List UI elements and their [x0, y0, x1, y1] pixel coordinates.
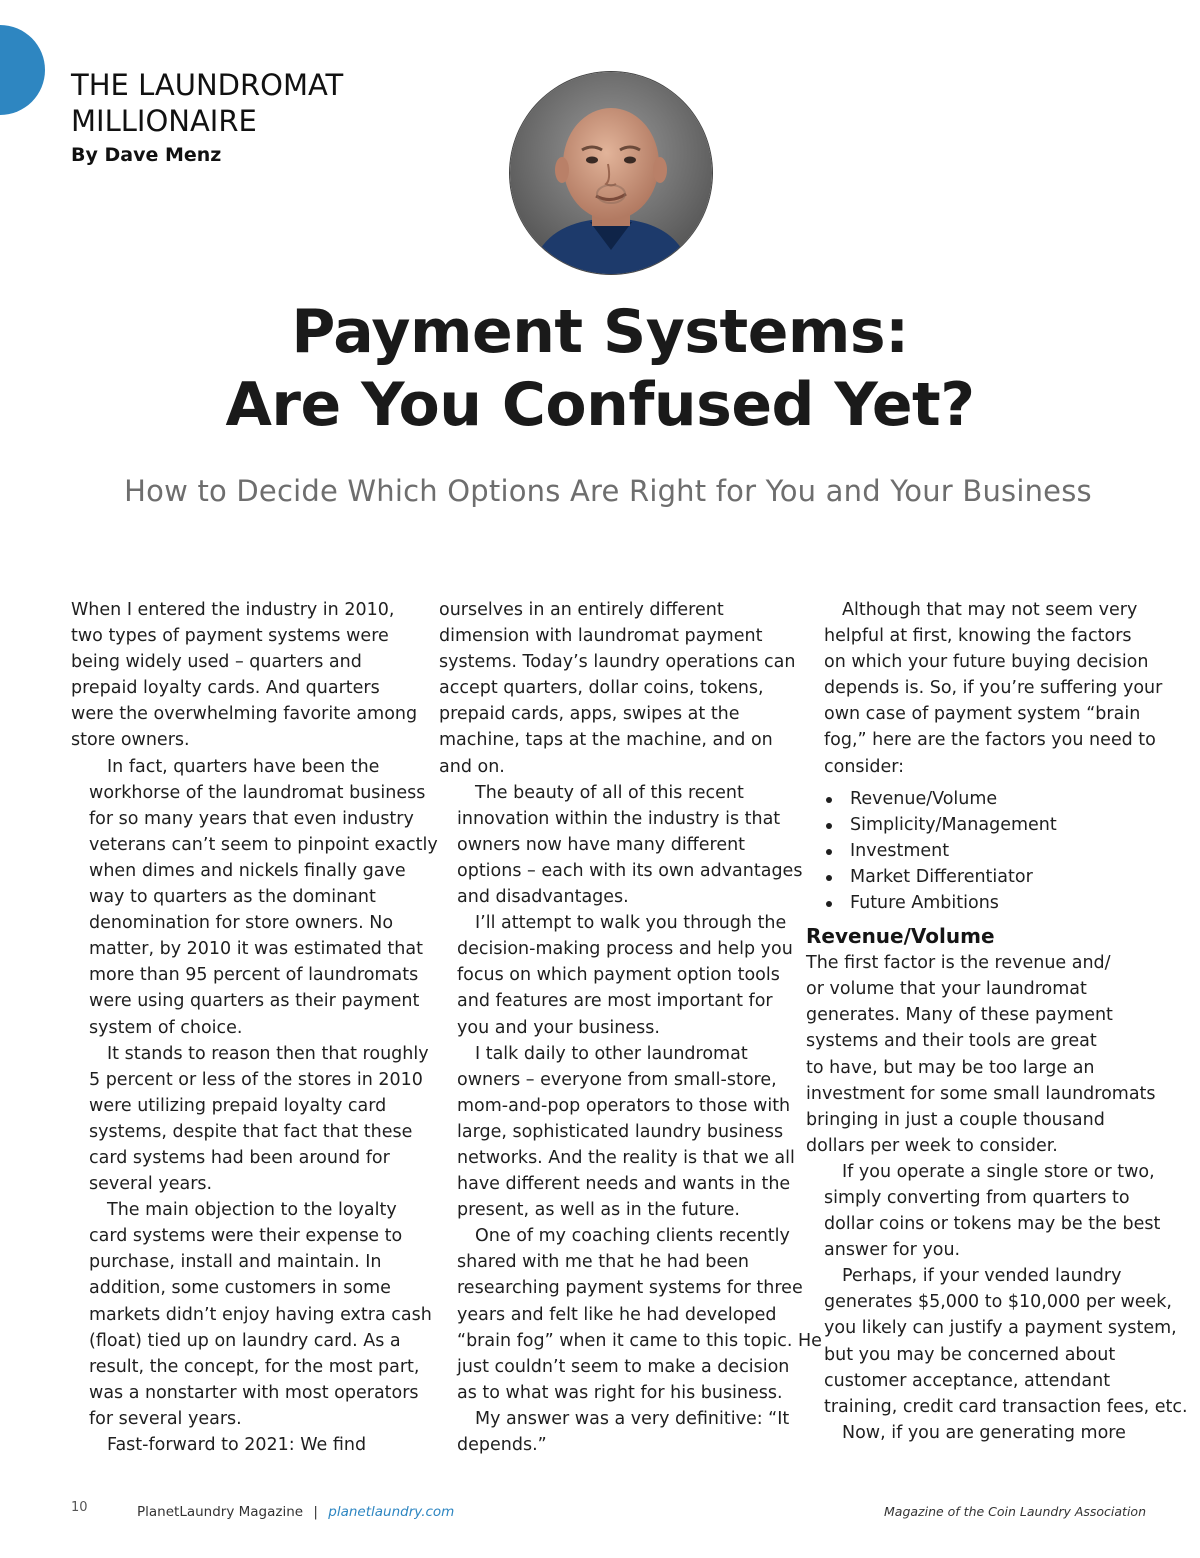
text-line: was a nonstarter with most operators: [89, 1382, 419, 1403]
text-line: or volume that your laundromat: [806, 979, 1087, 1000]
article-column-3: [806, 597, 1188, 1446]
text-line: prepaid cards, apps, swipes at the: [439, 704, 740, 725]
text-line: card systems had been around for: [89, 1147, 390, 1168]
paragraph: [439, 597, 796, 780]
text-line: way to quarters as the dominant: [89, 887, 376, 908]
text-line: store owners.: [71, 730, 190, 751]
text-line: helpful at first, knowing the factors: [824, 626, 1132, 647]
text-line: you and your business.: [457, 1017, 660, 1038]
text-line: denomination for store owners. No: [89, 913, 394, 934]
text-line: several years.: [89, 1174, 213, 1195]
text-line: The main objection to the loyalty: [107, 1200, 397, 1221]
text-line: purchase, install and maintain. In: [89, 1252, 382, 1273]
text-line: dimension with laundromat payment: [439, 626, 763, 647]
text-line: system of choice.: [89, 1017, 243, 1038]
text-line: generates. Many of these payment: [806, 1005, 1113, 1026]
headline-line2: Are You Confused Yet?: [225, 370, 975, 440]
paragraph: [71, 754, 438, 1041]
text-line: but you may be concerned about: [824, 1344, 1116, 1365]
paragraph: [71, 597, 416, 754]
text-line: workhorse of the laundromat business: [89, 782, 426, 803]
text-line: owners – everyone from small-store,: [457, 1069, 777, 1090]
text-line: were utilizing prepaid loyalty card: [89, 1095, 387, 1116]
text-line: options – each with its own advantages: [457, 860, 803, 881]
text-line: If you operate a single store or two,: [842, 1161, 1155, 1182]
text-line: two types of payment systems were: [71, 626, 389, 647]
author-portrait-image: [510, 72, 712, 274]
text-line: mom-and-pop operators to those with: [457, 1095, 791, 1116]
text-line: When I entered the industry in 2010,: [71, 600, 395, 620]
text-line: were the overwhelming favorite among: [71, 704, 418, 725]
headline: [0, 296, 1200, 442]
text-line: and features are most important for: [457, 991, 773, 1012]
paragraph: [439, 1041, 795, 1224]
text-line: fog,” here are the factors you need to: [824, 730, 1156, 751]
text-line: (float) tied up on laundry card. As a: [89, 1330, 401, 1351]
text-line: for several years.: [89, 1408, 242, 1429]
text-line: Fast-forward to 2021: We find: [107, 1435, 367, 1455]
list-item: Revenue/Volume: [806, 786, 1151, 812]
text-line: as to what was right for his business.: [457, 1382, 783, 1403]
text-line: have different needs and wants in the: [457, 1174, 791, 1195]
text-line: answer for you.: [824, 1240, 961, 1261]
text-line: innovation within the industry is that: [457, 808, 781, 829]
paragraph: [806, 950, 1156, 1159]
list-item: Investment: [806, 838, 1151, 864]
text-line: consider:: [824, 756, 905, 777]
paragraph: [439, 1223, 822, 1406]
paragraph: [439, 780, 803, 910]
paragraph: [806, 597, 1163, 780]
text-line: ourselves in an entirely different: [439, 600, 724, 620]
text-line: depends is. So, if you’re suffering your: [824, 678, 1163, 699]
column-title-line1: THE LAUNDROMAT: [71, 68, 344, 102]
column-title-line2: MILLIONAIRE: [71, 104, 257, 138]
deck-subtitle: How to Decide Which Options Are Right for You and Your Business: [124, 474, 1092, 508]
paragraph: [439, 1406, 790, 1458]
text-line: generates $5,000 to $10,000 per week,: [824, 1292, 1172, 1313]
column-title: [71, 67, 411, 139]
list-item: Market Differentiator: [806, 864, 1151, 890]
paragraph: [439, 910, 793, 1040]
text-line: and disadvantages.: [457, 887, 629, 908]
text-line: markets didn’t enjoy having extra cash: [89, 1304, 432, 1325]
text-line: I’ll attempt to walk you through the: [475, 913, 787, 934]
text-line: on which your future buying decision: [824, 652, 1149, 673]
magazine-url-link[interactable]: planetlaundry.com: [328, 1504, 455, 1520]
text-line: prepaid loyalty cards. And quarters: [71, 678, 380, 699]
text-line: matter, by 2010 it was estimated that: [89, 939, 423, 960]
section-subhead: Revenue/Volume: [806, 924, 995, 949]
text-line: decision-making process and help you: [457, 939, 793, 960]
list-item: Simplicity/Management: [806, 812, 1151, 838]
text-line: One of my coaching clients recently: [475, 1226, 790, 1247]
text-line: focus on which payment option tools: [457, 965, 780, 986]
text-line: The beauty of all of this recent: [475, 782, 744, 803]
text-line: dollar coins or tokens may be the best: [824, 1214, 1161, 1235]
text-line: I talk daily to other laundromat: [475, 1043, 748, 1064]
text-line: customer acceptance, attendant: [824, 1370, 1111, 1391]
paragraph: [71, 1041, 429, 1198]
footer-magazine: [137, 1504, 454, 1520]
text-line: training, credit card transaction fees, etc.: [824, 1396, 1188, 1417]
paragraph: [806, 1159, 1161, 1263]
text-line: It stands to reason then that roughly: [107, 1043, 429, 1064]
text-line: Now, if you are generating more: [842, 1422, 1126, 1443]
text-line: more than 95 percent of laundromats: [89, 965, 419, 986]
text-line: veterans can’t seem to pinpoint exactly: [89, 834, 438, 855]
text-line: and on.: [439, 756, 505, 777]
text-line: card systems were their expense to: [89, 1226, 403, 1247]
author-portrait: [510, 72, 712, 274]
text-line: years and felt like he had developed: [457, 1304, 777, 1325]
paragraph: [806, 1420, 1151, 1446]
footer-association: Magazine of the Coin Laundry Association: [884, 1504, 1146, 1519]
text-line: Although that may not seem very: [842, 600, 1138, 620]
text-line: systems. Today’s laundry operations can: [439, 652, 796, 673]
text-line: to have, but may be too large an: [806, 1057, 1095, 1078]
article-column-2: [439, 597, 822, 1458]
text-line: In fact, quarters have been the: [107, 756, 380, 777]
text-line: Perhaps, if your vended laundry: [842, 1266, 1122, 1287]
text-line: were using quarters as their payment: [89, 991, 420, 1012]
text-line: for so many years that even industry: [89, 808, 414, 829]
article-column-1: [71, 597, 438, 1458]
text-line: large, sophisticated laundry business: [457, 1121, 784, 1142]
text-line: result, the concept, for the most part,: [89, 1356, 420, 1377]
paragraph: [71, 1197, 432, 1432]
magazine-name: PlanetLaundry Magazine: [137, 1504, 304, 1520]
footer-separator: |: [313, 1504, 318, 1520]
text-line: owners now have many different: [457, 834, 746, 855]
text-line: just couldn’t seem to make a decision: [457, 1356, 790, 1377]
text-line: My answer was a very definitive: “It: [475, 1408, 790, 1429]
text-line: bringing in just a couple thousand: [806, 1109, 1105, 1130]
text-line: dollars per week to consider.: [806, 1135, 1058, 1156]
list-item: Future Ambitions: [806, 890, 1151, 916]
section-tab-accent: [0, 25, 45, 115]
text-line: systems and their tools are great: [806, 1031, 1097, 1052]
text-line: when dimes and nickels finally gave: [89, 860, 406, 881]
text-line: being widely used – quarters and: [71, 652, 362, 673]
headline-line1: Payment Systems:: [291, 297, 909, 367]
text-line: accept quarters, dollar coins, tokens,: [439, 678, 764, 699]
text-line: shared with me that he had been: [457, 1252, 749, 1273]
paragraph: [806, 1263, 1188, 1420]
text-line: present, as well as in the future.: [457, 1200, 740, 1221]
text-line: simply converting from quarters to: [824, 1187, 1130, 1208]
factor-list: [806, 786, 1151, 916]
page-number: 10: [71, 1500, 88, 1515]
text-line: you likely can justify a payment system,: [824, 1318, 1177, 1339]
text-line: addition, some customers in some: [89, 1278, 391, 1299]
text-line: “brain fog” when it came to this topic. He: [457, 1330, 822, 1351]
text-line: systems, despite that fact that these: [89, 1121, 413, 1142]
text-line: The first factor is the revenue and/: [806, 953, 1111, 974]
text-line: machine, taps at the machine, and on: [439, 730, 773, 751]
text-line: networks. And the reality is that we all: [457, 1147, 795, 1168]
text-line: 5 percent or less of the stores in 2010: [89, 1069, 423, 1090]
text-line: researching payment systems for three: [457, 1278, 803, 1299]
text-line: depends.”: [457, 1435, 547, 1455]
paragraph: [71, 1432, 416, 1458]
text-line: own case of payment system “brain: [824, 704, 1141, 725]
byline: By Dave Menz: [71, 144, 222, 166]
text-line: investment for some small laundromats: [806, 1083, 1156, 1104]
